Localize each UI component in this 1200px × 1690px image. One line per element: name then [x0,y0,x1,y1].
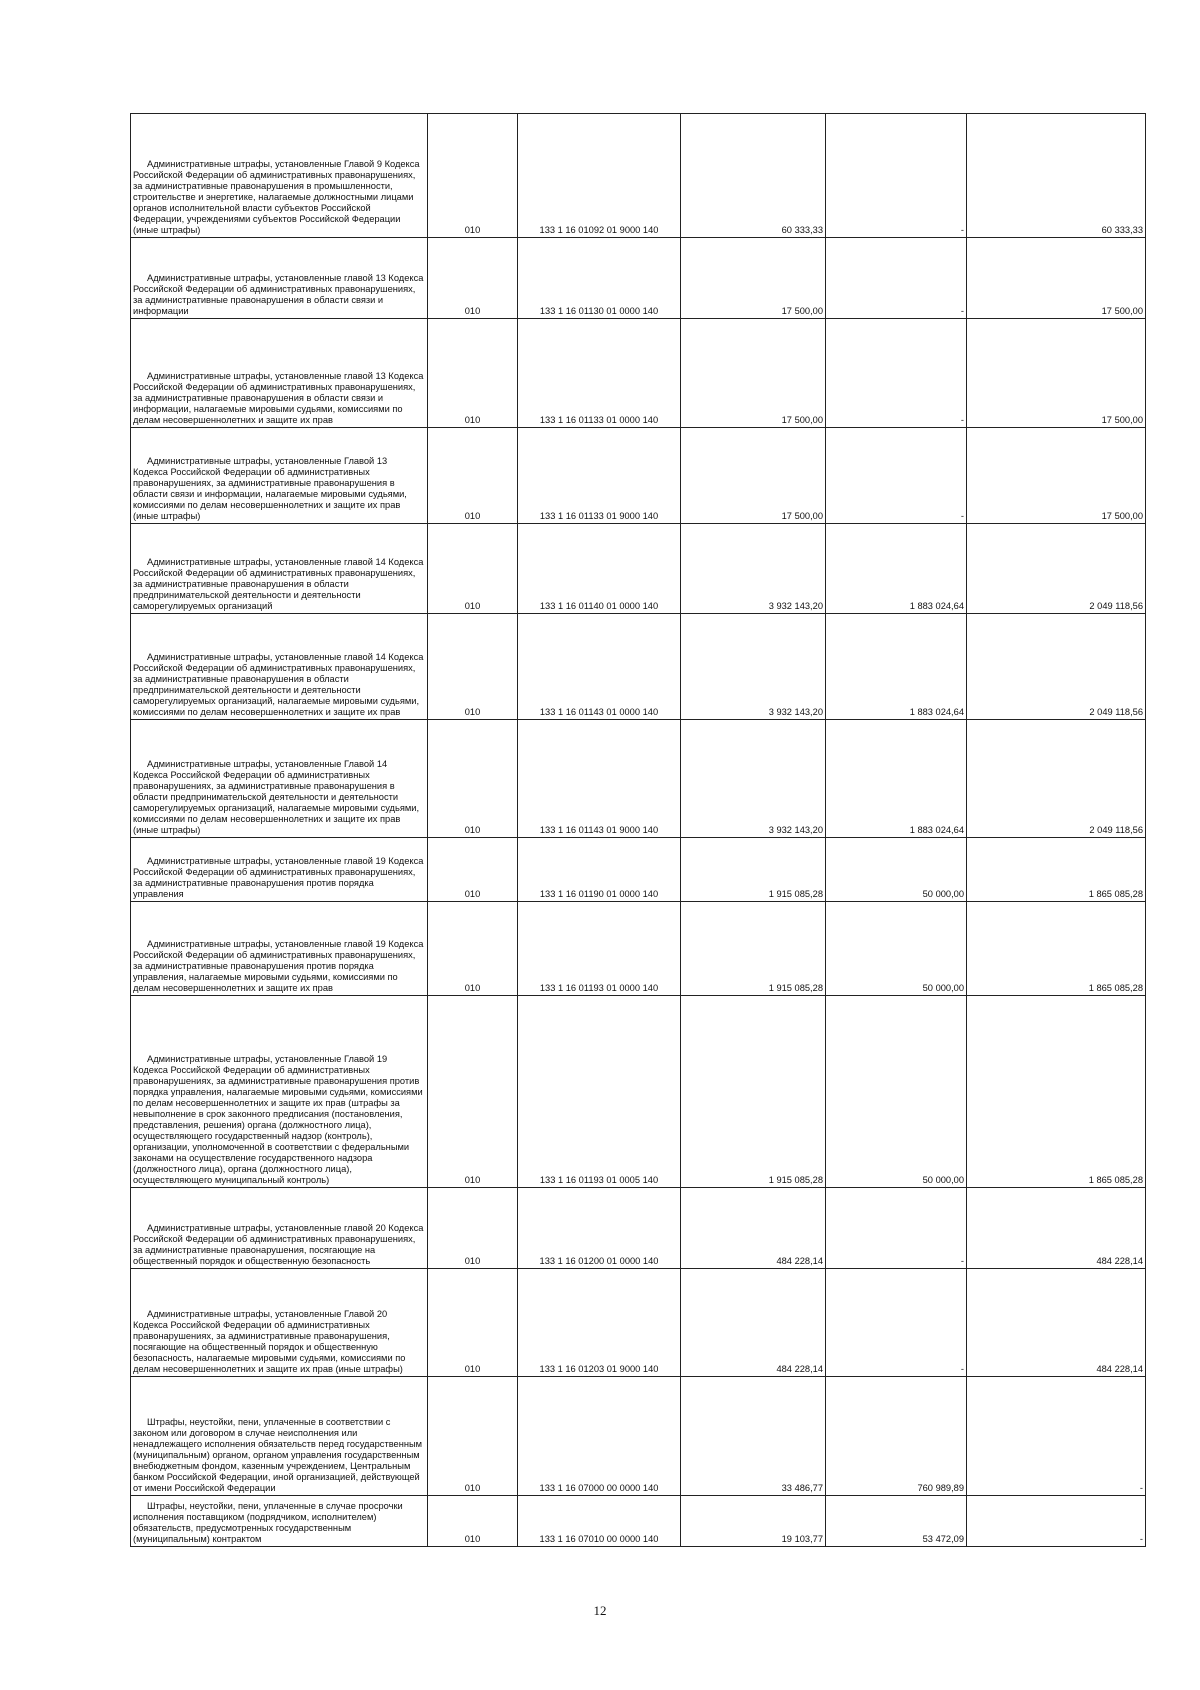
row-kbk-cell: 133 1 16 07010 00 0000 140 [518,1496,681,1547]
table-row [131,238,1146,319]
row-value-1-cell: 19 103,77 [681,1496,826,1547]
row-name-cell: Штрафы, неустойки, пени, уплаченные в случае просрочки исполнения поставщиком (подрядчиком, исполнителем) обязательств, предусмотренных государственным (муниципальным) контрактом [131,1496,428,1547]
row-value-3-cell: 17 500,00 [967,238,1146,319]
table-row [131,614,1146,720]
row-name-cell: Штрафы, неустойки, пени, уплаченные в соответствии с законом или договором в случае неисполнения или ненадлежащего исполнения обязательств перед государственным (муниципальным) органом, органом управления государственным внебюджетным фондом, казенным учреждением, Центральным банком Российской Федерации, иной организацией, действующей от имени Российской Федерации [131,1377,428,1496]
row-code-cell: 010 [428,614,518,720]
row-code-cell: 010 [428,1377,518,1496]
table-row [131,1496,1146,1547]
row-value-3-cell: - [967,1377,1146,1496]
row-value-3-cell: 484 228,14 [967,1188,1146,1269]
row-code-cell: 010 [428,720,518,838]
row-name-cell: Административные штрафы, установленные Главой 14 Кодекса Российской Федерации об административных правонарушениях, за административные правонарушения в области предпринимательской деятельности и деятельности саморегулируемых организаций, налагаемые мировыми судьями, комиссиями по делам несовершеннолетних и защите их прав (иные штрафы) [131,720,428,838]
table-row [131,1377,1146,1496]
row-name-cell: Административные штрафы, установленные главой 13 Кодекса Российской Федерации об административных правонарушениях, за административные правонарушения в области связи и информации [131,238,428,319]
row-code-cell: 010 [428,1188,518,1269]
row-code-cell: 010 [428,114,518,238]
row-value-3-cell: 1 865 085,28 [967,996,1146,1188]
row-value-3-cell: - [967,1496,1146,1547]
row-value-1-cell: 17 500,00 [681,319,826,428]
revenue-table [130,113,1146,1547]
row-kbk-cell: 133 1 16 01203 01 9000 140 [518,1269,681,1377]
table-row [131,1269,1146,1377]
row-kbk-cell: 133 1 16 01193 01 0005 140 [518,996,681,1188]
row-value-1-cell: 484 228,14 [681,1188,826,1269]
row-code-cell: 010 [428,838,518,902]
table-row [131,114,1146,238]
row-value-1-cell: 3 932 143,20 [681,524,826,614]
row-value-1-cell: 17 500,00 [681,238,826,319]
row-kbk-cell: 133 1 16 01133 01 9000 140 [518,428,681,524]
row-name-cell: Административные штрафы, установленные главой 20 Кодекса Российской Федерации об административных правонарушениях, за административные правонарушения, посягающие на общественный порядок и общественную безопасность [131,1188,428,1269]
row-value-3-cell: 1 865 085,28 [967,838,1146,902]
row-code-cell: 010 [428,1496,518,1547]
row-value-3-cell: 2 049 118,56 [967,524,1146,614]
row-value-1-cell: 3 932 143,20 [681,720,826,838]
row-kbk-cell: 133 1 16 01200 01 0000 140 [518,1188,681,1269]
row-code-cell: 010 [428,238,518,319]
row-kbk-cell: 133 1 16 01143 01 9000 140 [518,720,681,838]
row-kbk-cell: 133 1 16 01193 01 0000 140 [518,902,681,996]
row-value-1-cell: 33 486,77 [681,1377,826,1496]
row-name-cell: Административные штрафы, установленные Главой 19 Кодекса Российской Федерации об административных правонарушениях, за административные правонарушения против порядка управления, налагаемые мировыми судьями, комиссиями по делам несовершеннолетних и защите их прав (штрафы за невыполнение в срок законного предписания (постановления, представления, решения) органа (должностного лица), осуществляющего государственный надзор (контроль), организации, уполномоченной в соответствии с федеральными законами на осуществление государственного надзора (должностного лица), органа (должностного лица), осуществляющего муниципальный контроль) [131,996,428,1188]
table-row [131,319,1146,428]
row-kbk-cell: 133 1 16 01190 01 0000 140 [518,838,681,902]
row-code-cell: 010 [428,996,518,1188]
row-value-2-cell: - [826,114,967,238]
row-value-2-cell: 50 000,00 [826,838,967,902]
row-name-cell: Административные штрафы, установленные главой 14 Кодекса Российской Федерации об административных правонарушениях, за административные правонарушения в области предпринимательской деятельности и деятельности саморегулируемых организаций [131,524,428,614]
row-value-2-cell: - [826,428,967,524]
row-value-1-cell: 17 500,00 [681,428,826,524]
row-value-1-cell: 3 932 143,20 [681,614,826,720]
table-row [131,902,1146,996]
row-value-3-cell: 484 228,14 [967,1269,1146,1377]
row-code-cell: 010 [428,1269,518,1377]
row-name-cell: Административные штрафы, установленные главой 14 Кодекса Российской Федерации об административных правонарушениях, за административные правонарушения в области предпринимательской деятельности и деятельности саморегулируемых организаций, налагаемые мировыми судьями, комиссиями по делам несовершеннолетних и защите их прав [131,614,428,720]
row-name-cell: Административные штрафы, установленные главой 19 Кодекса Российской Федерации об административных правонарушениях, за административные правонарушения против порядка управления, налагаемые мировыми судьями, комиссиями по делам несовершеннолетних и защите их прав [131,902,428,996]
table-row [131,720,1146,838]
row-code-cell: 010 [428,319,518,428]
row-code-cell: 010 [428,524,518,614]
row-value-2-cell: - [826,1269,967,1377]
row-value-3-cell: 1 865 085,28 [967,902,1146,996]
row-value-3-cell: 2 049 118,56 [967,614,1146,720]
row-value-2-cell: - [826,319,967,428]
row-kbk-cell: 133 1 16 01143 01 0000 140 [518,614,681,720]
row-kbk-cell: 133 1 16 01092 01 9000 140 [518,114,681,238]
table-row [131,524,1146,614]
row-value-1-cell: 1 915 085,28 [681,838,826,902]
table-row [131,838,1146,902]
page-number: 12 [593,1603,607,1618]
table-row [131,428,1146,524]
row-value-3-cell: 17 500,00 [967,428,1146,524]
row-value-2-cell: 53 472,09 [826,1496,967,1547]
row-value-2-cell: 1 883 024,64 [826,614,967,720]
row-value-1-cell: 1 915 085,28 [681,902,826,996]
row-name-cell: Административные штрафы, установленные главой 13 Кодекса Российской Федерации об административных правонарушениях, за административные правонарушения в области связи и информации, налагаемые мировыми судьями, комиссиями по делам несовершеннолетних и защите их прав [131,319,428,428]
row-value-2-cell: - [826,1188,967,1269]
table-row [131,1188,1146,1269]
row-value-1-cell: 60 333,33 [681,114,826,238]
row-value-2-cell: - [826,238,967,319]
row-value-2-cell: 760 989,89 [826,1377,967,1496]
row-kbk-cell: 133 1 16 01140 01 0000 140 [518,524,681,614]
row-name-cell: Административные штрафы, установленные Главой 20 Кодекса Российской Федерации об административных правонарушениях, за административные правонарушения, посягающие на общественный порядок и общественную безопасность, налагаемые мировыми судьями, комиссиями по делам несовершеннолетних и защите их прав (иные штрафы) [131,1269,428,1377]
row-code-cell: 010 [428,902,518,996]
row-value-2-cell: 50 000,00 [826,996,967,1188]
row-value-3-cell: 17 500,00 [967,319,1146,428]
row-value-1-cell: 1 915 085,28 [681,996,826,1188]
row-name-cell: Административные штрафы, установленные Главой 9 Кодекса Российской Федерации об административных правонарушениях, за административные правонарушения в промышленности, строительстве и энергетике, налагаемые должностными лицами органов исполнительной власти субъектов Российской Федерации, учреждениями субъектов Российской Федерации (иные штрафы) [131,114,428,238]
row-code-cell: 010 [428,428,518,524]
row-value-2-cell: 1 883 024,64 [826,720,967,838]
row-kbk-cell: 133 1 16 01133 01 0000 140 [518,319,681,428]
row-value-2-cell: 50 000,00 [826,902,967,996]
row-name-cell: Административные штрафы, установленные главой 19 Кодекса Российской Федерации об административных правонарушениях, за административные правонарушения против порядка управления [131,838,428,902]
table-row [131,996,1146,1188]
row-name-cell: Административные штрафы, установленные Главой 13 Кодекса Российской Федерации об административных правонарушениях, за административные правонарушения в области связи и информации, налагаемые мировыми судьями, комиссиями по делам несовершеннолетних и защите их прав (иные штрафы) [131,428,428,524]
row-value-3-cell: 60 333,33 [967,114,1146,238]
row-value-3-cell: 2 049 118,56 [967,720,1146,838]
row-kbk-cell: 133 1 16 01130 01 0000 140 [518,238,681,319]
row-value-1-cell: 484 228,14 [681,1269,826,1377]
row-value-2-cell: 1 883 024,64 [826,524,967,614]
row-kbk-cell: 133 1 16 07000 00 0000 140 [518,1377,681,1496]
